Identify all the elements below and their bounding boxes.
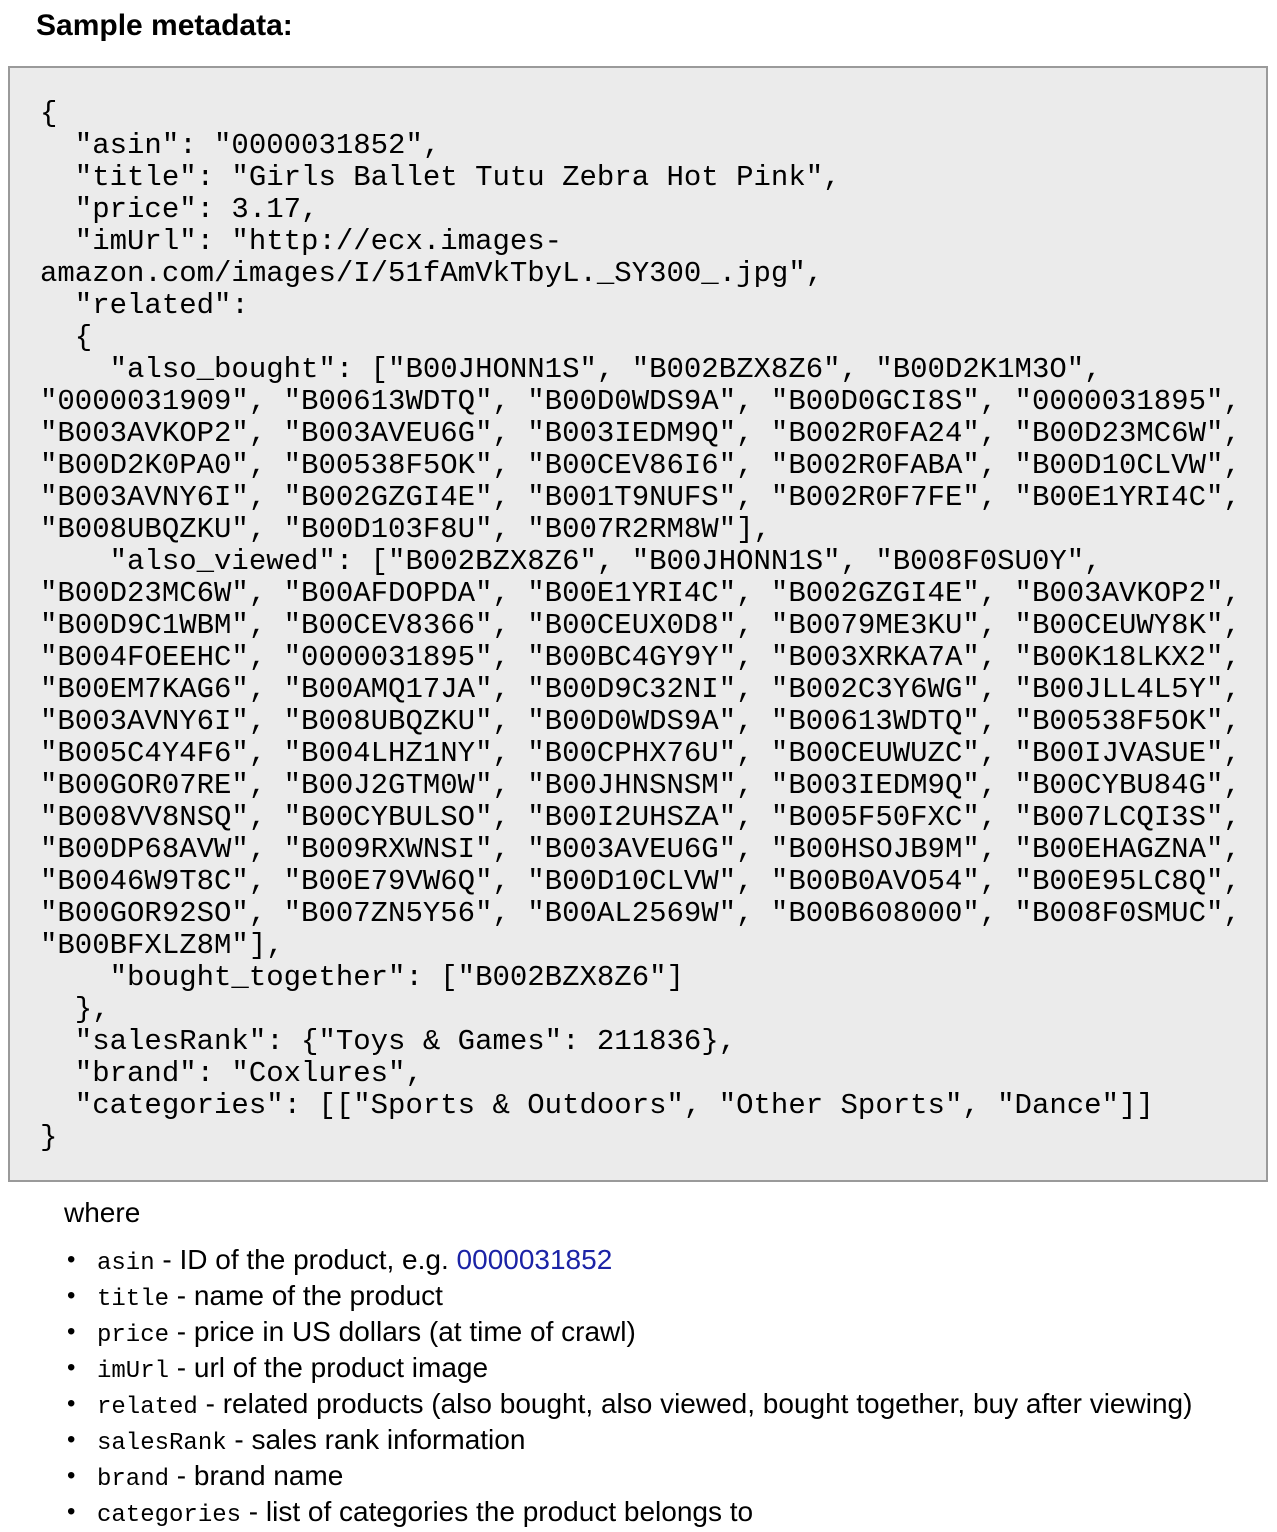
field-description: - price in US dollars (at time of crawl) <box>169 1316 636 1347</box>
bullet-icon: • <box>67 1282 76 1309</box>
field-key: asin <box>97 1250 155 1277</box>
code-line: "B008VV8NSQ", "B00CYBULSO", "B00I2UHSZA", "B005F50FXC", "B007LCQI3S", <box>40 801 1241 834</box>
code-line: "B00D9C1WBM", "B00CEV8366", "B00CEUX0D8", "B0079ME3KU", "B00CEUWY8K", <box>40 609 1241 642</box>
bullet-icon: • <box>67 1390 76 1417</box>
field-description: - name of the product <box>169 1280 443 1311</box>
code-line: "B00DP68AVW", "B009RXWNSI", "B003AVEU6G", "B00HSOJB9M", "B00EHAGZNA", <box>40 833 1241 866</box>
field-description: - brand name <box>169 1460 344 1491</box>
code-line: "salesRank": {"Toys & Games": 211836}, <box>40 1025 737 1058</box>
example-asin-link[interactable]: 0000031852 <box>456 1244 613 1275</box>
code-line: { <box>40 321 93 354</box>
code-line: "categories": [["Sports & Outdoors", "Other Sports", "Dance"]] <box>40 1089 1154 1122</box>
field-key: imUrl <box>97 1358 170 1385</box>
code-line: "related": <box>40 289 249 322</box>
code-line: "also_viewed": ["B002BZX8Z6", "B00JHONN1S", "B008F0SU0Y", <box>40 545 1102 578</box>
code-line: "B00EM7KAG6", "B00AMQ17JA", "B00D9C32NI", "B002C3Y6WG", "B00JLL4L5Y", <box>40 673 1241 706</box>
code-line: "B003AVNY6I", "B002GZGI4E", "B001T9NUFS", "B002R0F7FE", "B00E1YRI4C", <box>40 481 1241 514</box>
code-line: }, <box>40 993 110 1026</box>
code-line: "B003AVNY6I", "B008UBQZKU", "B00D0WDS9A", "B00613WDTQ", "B00538F5OK", <box>40 705 1241 738</box>
field-key: price <box>97 1322 170 1349</box>
metadata-json-sample <box>40 98 1241 1154</box>
field-key: title <box>97 1286 170 1313</box>
field-item-imurl <box>67 1352 1217 1388</box>
field-item-categories <box>67 1496 1217 1532</box>
code-line: "B00D2K0PA0", "B00538F5OK", "B00CEV86I6", "B002R0FABA", "B00D10CLVW", <box>40 449 1241 482</box>
code-line: "imUrl": "http://ecx.images- <box>40 225 563 258</box>
field-description: - url of the product image <box>169 1352 489 1383</box>
code-line: "B00GOR92SO", "B007ZN5Y56", "B00AL2569W", "B00B608000", "B008F0SMUC", <box>40 897 1241 930</box>
field-key: brand <box>97 1466 170 1493</box>
field-key: related <box>97 1394 198 1421</box>
code-line: } <box>40 1121 58 1154</box>
code-line: "B0046W9T8C", "B00E79VW6Q", "B00D10CLVW", "B00B0AVO54", "B00E95LC8Q", <box>40 865 1241 898</box>
code-line: "price": 3.17, <box>40 193 319 226</box>
bullet-icon: • <box>67 1318 76 1345</box>
code-line: "0000031909", "B00613WDTQ", "B00D0WDS9A", "B00D0GCI8S", "0000031895", <box>40 385 1241 418</box>
field-item-related <box>67 1388 1217 1424</box>
field-description: - ID of the product, e.g. <box>154 1244 457 1275</box>
code-line: "B00BFXLZ8M"], <box>40 929 284 962</box>
code-line: "B003AVKOP2", "B003AVEU6G", "B003IEDM9Q", "B002R0FA24", "B00D23MC6W", <box>40 417 1241 450</box>
code-line: "brand": "Coxlures", <box>40 1057 423 1090</box>
bullet-icon: • <box>67 1426 76 1453</box>
code-line: "B00GOR07RE", "B00J2GTM0W", "B00JHNSNSM", "B003IEDM9Q", "B00CYBU84G", <box>40 769 1241 802</box>
field-key: salesRank <box>97 1430 227 1457</box>
field-description: - related products (also bought, also viewed, bought together, buy after viewing) <box>197 1388 1193 1419</box>
field-item-title <box>67 1280 1217 1316</box>
field-item-salesrank <box>67 1424 1217 1460</box>
code-block <box>8 66 1268 1182</box>
code-line: "B00D23MC6W", "B00AFDOPDA", "B00E1YRI4C", "B002GZGI4E", "B003AVKOP2", <box>40 577 1241 610</box>
bullet-icon: • <box>67 1462 76 1489</box>
field-item-price <box>67 1316 1217 1352</box>
bullet-icon: • <box>67 1498 76 1525</box>
code-line: "B008UBQZKU", "B00D103F8U", "B007R2RM8W"], <box>40 513 771 546</box>
code-line: "also_bought": ["B00JHONN1S", "B002BZX8Z6", "B00D2K1M3O", <box>40 353 1102 386</box>
code-line: "title": "Girls Ballet Tutu Zebra Hot Pink", <box>40 161 841 194</box>
field-description: - list of categories the product belongs to <box>241 1496 754 1527</box>
code-line: { <box>40 97 58 130</box>
field-key: categories <box>97 1502 242 1529</box>
field-item-asin <box>67 1244 1217 1280</box>
field-item-brand <box>67 1460 1217 1496</box>
where-label: where <box>64 1197 141 1228</box>
code-line: amazon.com/images/I/51fAmVkTbyL._SY300_.jpg", <box>40 257 824 290</box>
field-description-list <box>67 1244 1217 1532</box>
code-line: "B005C4Y4F6", "B004LHZ1NY", "B00CPHX76U", "B00CEUWUZC", "B00IJVASUE", <box>40 737 1241 770</box>
page-title: Sample metadata: <box>36 9 293 42</box>
code-line: "asin": "0000031852", <box>40 129 441 162</box>
code-line: "B004FOEEHC", "0000031895", "B00BC4GY9Y", "B003XRKA7A", "B00K18LKX2", <box>40 641 1241 674</box>
bullet-icon: • <box>67 1246 76 1273</box>
field-description: - sales rank information <box>226 1424 526 1455</box>
bullet-icon: • <box>67 1354 76 1381</box>
code-line: "bought_together": ["B002BZX8Z6"] <box>40 961 684 994</box>
